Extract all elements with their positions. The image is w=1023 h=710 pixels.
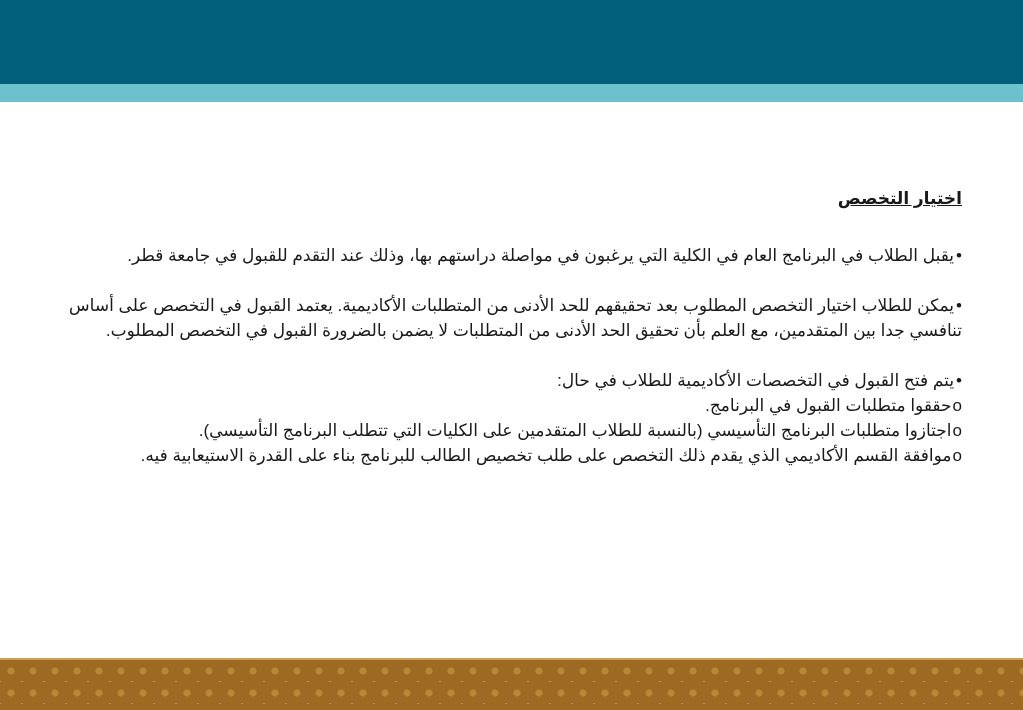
bullet-dot-icon: • bbox=[956, 246, 962, 265]
bullet-dot-icon: • bbox=[956, 296, 962, 315]
circle-bullet-icon: o bbox=[952, 396, 962, 415]
bullet-text: يمكن للطلاب اختيار التخصص المطلوب بعد تحقيقهم للحد الأدنى من المتطلبات الأكاديمية. يعتمد القبول في التخصص على أساس تنافسي جدا بين المتقدمين، مع العلم بأن تحقيق الحد الأدنى من المتطلبات لا يضمن بالضرورة القبول في التخصص المطلوب. bbox=[68, 296, 962, 340]
sub-list bbox=[40, 393, 962, 468]
bullet-item bbox=[40, 293, 962, 343]
sub-item-text: موافقة القسم الأكاديمي الذي يقدم ذلك التخصص على طلب تخصيص الطالب للبرنامج بناء على القدرة الاستيعابية فيه. bbox=[140, 446, 952, 465]
circle-bullet-icon: o bbox=[952, 421, 962, 440]
bullet-dot-icon: • bbox=[956, 371, 962, 390]
sub-item-text: اجتازوا متطلبات البرنامج التأسيسي (بالنسبة للطلاب المتقدمين على الكليات التي تتطلب البرنامج التأسيسي). bbox=[198, 421, 952, 440]
footer-pattern-band bbox=[0, 658, 1023, 710]
bullet-item bbox=[40, 243, 962, 268]
bullet-text: يتم فتح القبول في التخصصات الأكاديمية للطلاب في حال: bbox=[557, 371, 955, 390]
circle-bullet-icon: o bbox=[952, 446, 962, 465]
header-band bbox=[0, 0, 1023, 84]
header-accent-stripe bbox=[0, 84, 1023, 102]
bullet-text: يقبل الطلاب في البرنامج العام في الكلية التي يرغبون في مواصلة دراستهم بها، وذلك عند التقدم للقبول في جامعة قطر. bbox=[127, 246, 955, 265]
sub-list-item bbox=[40, 393, 962, 418]
slide-content bbox=[40, 186, 962, 468]
sub-list-item bbox=[40, 443, 962, 468]
bullet-item bbox=[40, 368, 962, 393]
sub-item-text: حققوا متطلبات القبول في البرنامج. bbox=[705, 396, 952, 415]
sub-list-item bbox=[40, 418, 962, 443]
slide-heading: اختيار التخصص bbox=[837, 189, 962, 208]
